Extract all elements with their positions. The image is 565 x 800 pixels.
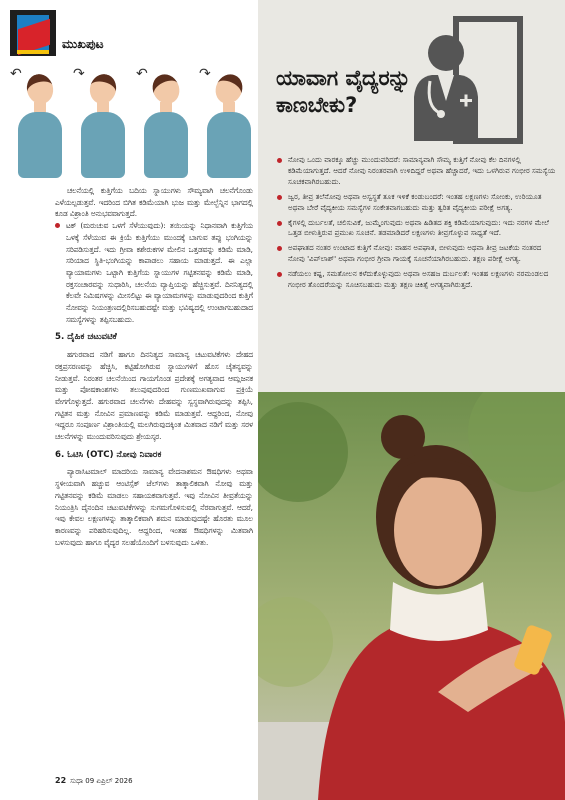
physical-activity-paragraph: ಹಗುರವಾದ ನಡಿಗೆ ಹಾಗೂ ದಿನನಿತ್ಯದ ಸಾಮಾನ್ಯ ಚಟುವಟಿಕೆಗಳು ದೇಹದ ರಕ್ತಪ್ರಸರಣವನ್ನು ಹೆಚ್ಚಿಸಿ, ಕಟ್ಟಿಹೋಗಿರುವ ಸ್ನಾಯುಗಳಿಗೆ ಹೊಸ ಚೈತನ್ಯವನ್ನು ನೀಡುತ್ತವೆ. ನಿರಂತರ ಚಲನೆಯಿಂದ ಗಾಯಗೊಂಡ ಪ್ರದೇಶಕ್ಕೆ ಅಗತ್ಯವಾದ ಆಮ್ಲಜನಕ ಮತ್ತು ಪೋಷಕಾಂಶಗಳು ತಲುಪುವುದರಿಂದ ಗುಣಮುಖವಾಗುವ ಪ್ರಕ್ರಿಯೆ ವೇಗಗೊಳ್ಳುತ್ತದೆ. ಹಗುರವಾದ ಚಲನೆಗಳು ದೇಹವನ್ನು ಸ್ವಸ್ಥವಾಗಿರುವುದನ್ನು ತಪ್ಪಿಸಿ, ಗಟ್ಟಿತನ ಮತ್ತು ನೋವಿನ ಪ್ರಮಾಣವನ್ನು ಕಡಿಮೆ ಮಾಡುತ್ತವೆ. ಆದ್ದರಿಂದ, ನೋವು ಇದ್ದರೂ ಸಂಪೂರ್ಣ ವಿಶ್ರಾಂತಿಯಲ್ಲಿ ಮಲಗಿರುವುದಕ್ಕಿಂತ ಮಿತವಾದ ನಡಿಗೆ ಮತ್ತು ಸರಳ ಚಲನೆಗಳನ್ನು ಮುಂದುವರಿಸುವುದು ಶ್ರೇಯಸ್ಕರ. bbox=[55, 350, 253, 442]
heading-physical-activity: 5. ದೈಹಿಕ ಚಟುವಟಿಕೆ bbox=[55, 332, 117, 343]
doctor-icon bbox=[408, 15, 526, 145]
otc-paragraph: ಪ್ಯಾರಾಸಿಟಮಾಲ್ ಮಾದರಿಯ ಸಾಮಾನ್ಯ ವೇದನಾಶಮನ ಔಷಧಿಗಳು ಅಥವಾ ಸ್ಥಳೀಯವಾಗಿ ಹಚ್ಚುವ ಆಂಟಿಸ್ಸೆಕ್ ಜೆಲ್‌ಗಳು ತಾತ್ಕಾಲಿಕವಾಗಿ ನೋವು ಮತ್ತು ಗಟ್ಟಿತನವನ್ನು ಕಡಿಮೆ ಮಾಡಲು ಸಹಾಯಕವಾಗುತ್ತವೆ. ಇವು ನೋವಿನ ತೀವ್ರತೆಯನ್ನು ನಿಯಂತ್ರಿಸಿ ದೈನಂದಿನ ಚಟುವಟಿಕೆಗಳನ್ನು ಸುಗಮಗೊಳಿಸುವಲ್ಲಿ ನೆರವಾಗುತ್ತವೆ. ಆದರೆ, ಇವು ಕೇವಲ ಲಕ್ಷಣಗಳನ್ನು ತಾತ್ಕಾಲಿಕವಾಗಿ ಶಮನ ಮಾಡುವುದಷ್ಟೇ ಹೊರತು ಮೂಲ ಕಾರಣವನ್ನು ಪರಿಹರಿಸುವುದಿಲ್ಲ. ಆದ್ದರಿಂದ, ಇಂತಹ ಔಷಧಿಗಳನ್ನು ಮಿತವಾಗಿ ಬಳಸುವುದು ಹಾಗೂ ವೈದ್ಯರ ಸಲಹೆಯೊಂದಿಗೆ ಬಳಸುವುದು ಒಳಿತು. bbox=[55, 467, 253, 547]
heading-otc-painkiller: 6. ಓಟಿಸಿ (OTC) ನೋವು ನಿವಾರಕ bbox=[55, 449, 162, 460]
neck-exercise-figure: ↷ bbox=[73, 60, 135, 178]
list-item: ಟಕ್ (ಮರುಚುವ ಒಳಗೆ ಸೆಳೆಯುವುದು): ತಯಿಯನ್ನು ನಿಧಾನವಾಗಿ ಕುತ್ತಿಗೆಯ ಒಳಕ್ಕೆ ಸೆಳೆಯುವ ಈ ಕ್ರಿಯೆ ಕುತ್ತಿಗೆಯು ಮುಂದಕ್ಕೆ ಬಾಗುವ ತಪ್ಪು ಭಂಗಿಯನ್ನು ಸರಿಪಡಿಸುತ್ತದೆ. ಇದು ಗ್ರೀವಾ ಕಶೇರುಕಗಳ ಮೇಲಿನ ಒತ್ತಡವನ್ನು ಕಡಿಮೆ ಮಾಡಿ, ಸರಿಯಾದ ಸ್ಥಿತಿ-ಭಂಗಿಯನ್ನು ಕಾಪಾಡಲು ಸಹಾಯ ಮಾಡುತ್ತದೆ. ಈ ಎಲ್ಲಾ ವ್ಯಾಯಾಮಗಳು ಒಟ್ಟಾಗಿ ಕುತ್ತಿಗೆಯ ಸ್ನಾಯುಗಳ ಗಟ್ಟಿತನವನ್ನು ಕಡಿಮೆ ಮಾಡಿ, ರಕ್ತಸಂಚಾರವನ್ನು ಸುಧಾರಿಸಿ, ಚಲನೆಯ ವ್ಯಾಪ್ತಿಯನ್ನು ಹೆಚ್ಚಿಸುತ್ತವೆ. ದಿನನಿತ್ಯದಲ್ಲಿ ಕೆಲವೇ ನಿಮಿಷಗಳನ್ನು ಮೀಸಲಿಟ್ಟು ಈ ವ್ಯಾಯಾಮಗಳನ್ನು ಮಾಡುವುದರಿಂದ ಕುತ್ತಿಗೆ ನೋವನ್ನು ನಿಯಂತ್ರಣದಲ್ಲಿರಿಸಬಹುದಷ್ಟೇ ಮತ್ತು ಭವಿಷ್ಯದಲ್ಲಿ ಉಂಟಾಗಬಹುದಾದ ಸಮಸ್ಯೆಗಳನ್ನು ತಪ್ಪಿಸಬಹುದು. bbox=[55, 220, 253, 325]
bullet-icon bbox=[277, 158, 282, 163]
list-item: ನಡೆಯಲು ಕಷ್ಟ, ಸಮತೋಲನ ಕಳೆದುಕೊಳ್ಳುವುದು ಅಥವಾ ಅಸಹಜ ದುರ್ಬಲತೆ: ಇಂತಹ ಲಕ್ಷಣಗಳು ನರಮಂಡಲದ ಗಂಭೀರ ತೊಂದರೆಯನ್ನು ಸೂಚಿಸಬಹುದು ಮತ್ತು ತಕ್ಷಣ ಚಿಕಿತ್ಸೆ ಅಗತ್ಯವಾಗಿರುತ್ತದೆ. bbox=[276, 269, 556, 291]
sidebar-title: ಯಾವಾಗ ವೈದ್ಯರನ್ನು ಕಾಣಬೇಕು? bbox=[276, 66, 411, 117]
list-item: ಅಪಘಾತದ ನಂತರ ಉಂಟಾದ ಕುತ್ತಿಗೆ ನೋವು: ವಾಹನ ಅಪಘಾತ, ಬೀಳುವುದು ಅಥವಾ ತೀವ್ರ ಜಟಕೆಯ ನಂತರದ ನೋವು 'ವಿಪ್‌ಲಾಶ್' ಅಥವಾ ಗಂಭೀರ ಗ್ರೀವಾ ಗಾಯಕ್ಕೆ ಸೂಚನೆಯಾಗಿರಬಹುದು. ತಕ್ಷಣ ಪರೀಕ್ಷೆ ಅಗತ್ಯ. bbox=[276, 243, 556, 265]
list-item: ಕೈಗಳಲ್ಲಿ ದುರ್ಬಲತೆ, ಚಲಿಸುವಿಕೆ, ಜುಮ್ಮೆಂಗುವುದು ಅಥವಾ ಹಿಡಿತದ ಶಕ್ತಿ ಕಡಿಮೆಯಾಗುವುದು: ಇದು ನರಗಳ ಮೇಲೆ ಒತ್ತಡ ಬೀಳುತ್ತಿರುವ ಪ್ರಮುಖ ಸೂಚನೆ. ತಡಮಾಡಿದರೆ ಲಕ್ಷಣಗಳು ತೀವ್ರಗೊಳ್ಳುವ ಸಾಧ್ಯತೆ ಇದೆ. bbox=[276, 218, 556, 240]
exercise-list bbox=[55, 220, 253, 325]
bullet-icon bbox=[277, 246, 282, 251]
magazine-logo bbox=[10, 10, 56, 56]
section-label: ಮುಖಪುಟ bbox=[62, 37, 104, 51]
bullet-icon bbox=[277, 272, 282, 277]
woman-neck-brace-photo bbox=[258, 392, 565, 800]
warning-signs-list bbox=[276, 155, 556, 295]
article-body bbox=[55, 185, 253, 548]
neck-exercise-figure: ↶ bbox=[136, 60, 198, 178]
neck-exercise-figure: ↷ bbox=[199, 60, 261, 178]
page-footer bbox=[55, 776, 133, 786]
list-item: ಜ್ವರ, ತೀವ್ರ ತಲೆನೋವು ಅಥವಾ ಅಸ್ವಸ್ಥತೆ ತೂಕ ಇಳಿಕೆ ಕಂಡುಬಂದರೆ: ಇಂತಹ ಲಕ್ಷಣಗಳು ಸೋಂಕು, ಉರಿಯೂತ ಅಥವಾ ಬೇರೆ ವೈದ್ಯಕೀಯ ಸಮಸ್ಯೆಗಳ ಸಂಕೇತವಾಗಬಹುದು ಮತ್ತು ತ್ವರಿತ ವೈದ್ಯಕೀಯ ಪರೀಕ್ಷೆ ಅಗತ್ಯ. bbox=[276, 192, 556, 214]
bullet-icon bbox=[277, 195, 282, 200]
intro-paragraph: ಚಲನೆಯಲ್ಲಿ ಕುತ್ತಿಗೆಯ ಬದಿಯ ಸ್ನಾಯುಗಳು ಸೌಮ್ಯವಾಗಿ ಚಲನೆಗೊಂಡು ಎಳೆಯಲ್ಪಡುತ್ತವೆ. ಇದರಿಂದ ಬಿಗಿತ ಕಡಿಮೆಯಾಗಿ ಭುಜ ಮತ್ತು ಮೇಲ್ಬೆನ್ನಿನ ಭಾಗದಲ್ಲಿ ಕೂಡ ವಿಶ್ರಾಂತಿ ಅನುಭವವಾಗುತ್ತದೆ. bbox=[55, 186, 253, 219]
neck-exercise-figure: ↶ bbox=[10, 60, 72, 178]
neck-exercise-illustrations bbox=[10, 60, 260, 178]
photo-illustration bbox=[258, 392, 565, 800]
bullet-icon bbox=[55, 223, 60, 228]
bullet-icon bbox=[277, 221, 282, 226]
left-page-column bbox=[0, 0, 270, 800]
page-number: 22 bbox=[55, 776, 67, 785]
list-item: ನೋವು ಒಂದು ವಾರಕ್ಕೂ ಹೆಚ್ಚು ಮುಂದುವರಿದರೆ: ಸಾಮಾನ್ಯವಾಗಿ ಸೌಮ್ಯ ಕುತ್ತಿಗೆ ನೋವು ಕೆಲ ದಿನಗಳಲ್ಲಿ ಕಡಿಮೆಯಾಗುತ್ತದೆ. ಆದರೆ ನೋವು ನಿರಂತರವಾಗಿ ಉಳಿದಿದ್ದರೆ ಅಥವಾ ಹೆಚ್ಚಾದರೆ, ಇದು ಒಳಗಿರುವ ಗಂಭೀರ ಸಮಸ್ಯೆಯ ಸೂಚಕವಾಗಿರಬಹುದು. bbox=[276, 155, 556, 188]
issue-info: ಸುಧಾ 09 ಏಪ್ರಿಲ್ 2026 bbox=[70, 777, 133, 785]
